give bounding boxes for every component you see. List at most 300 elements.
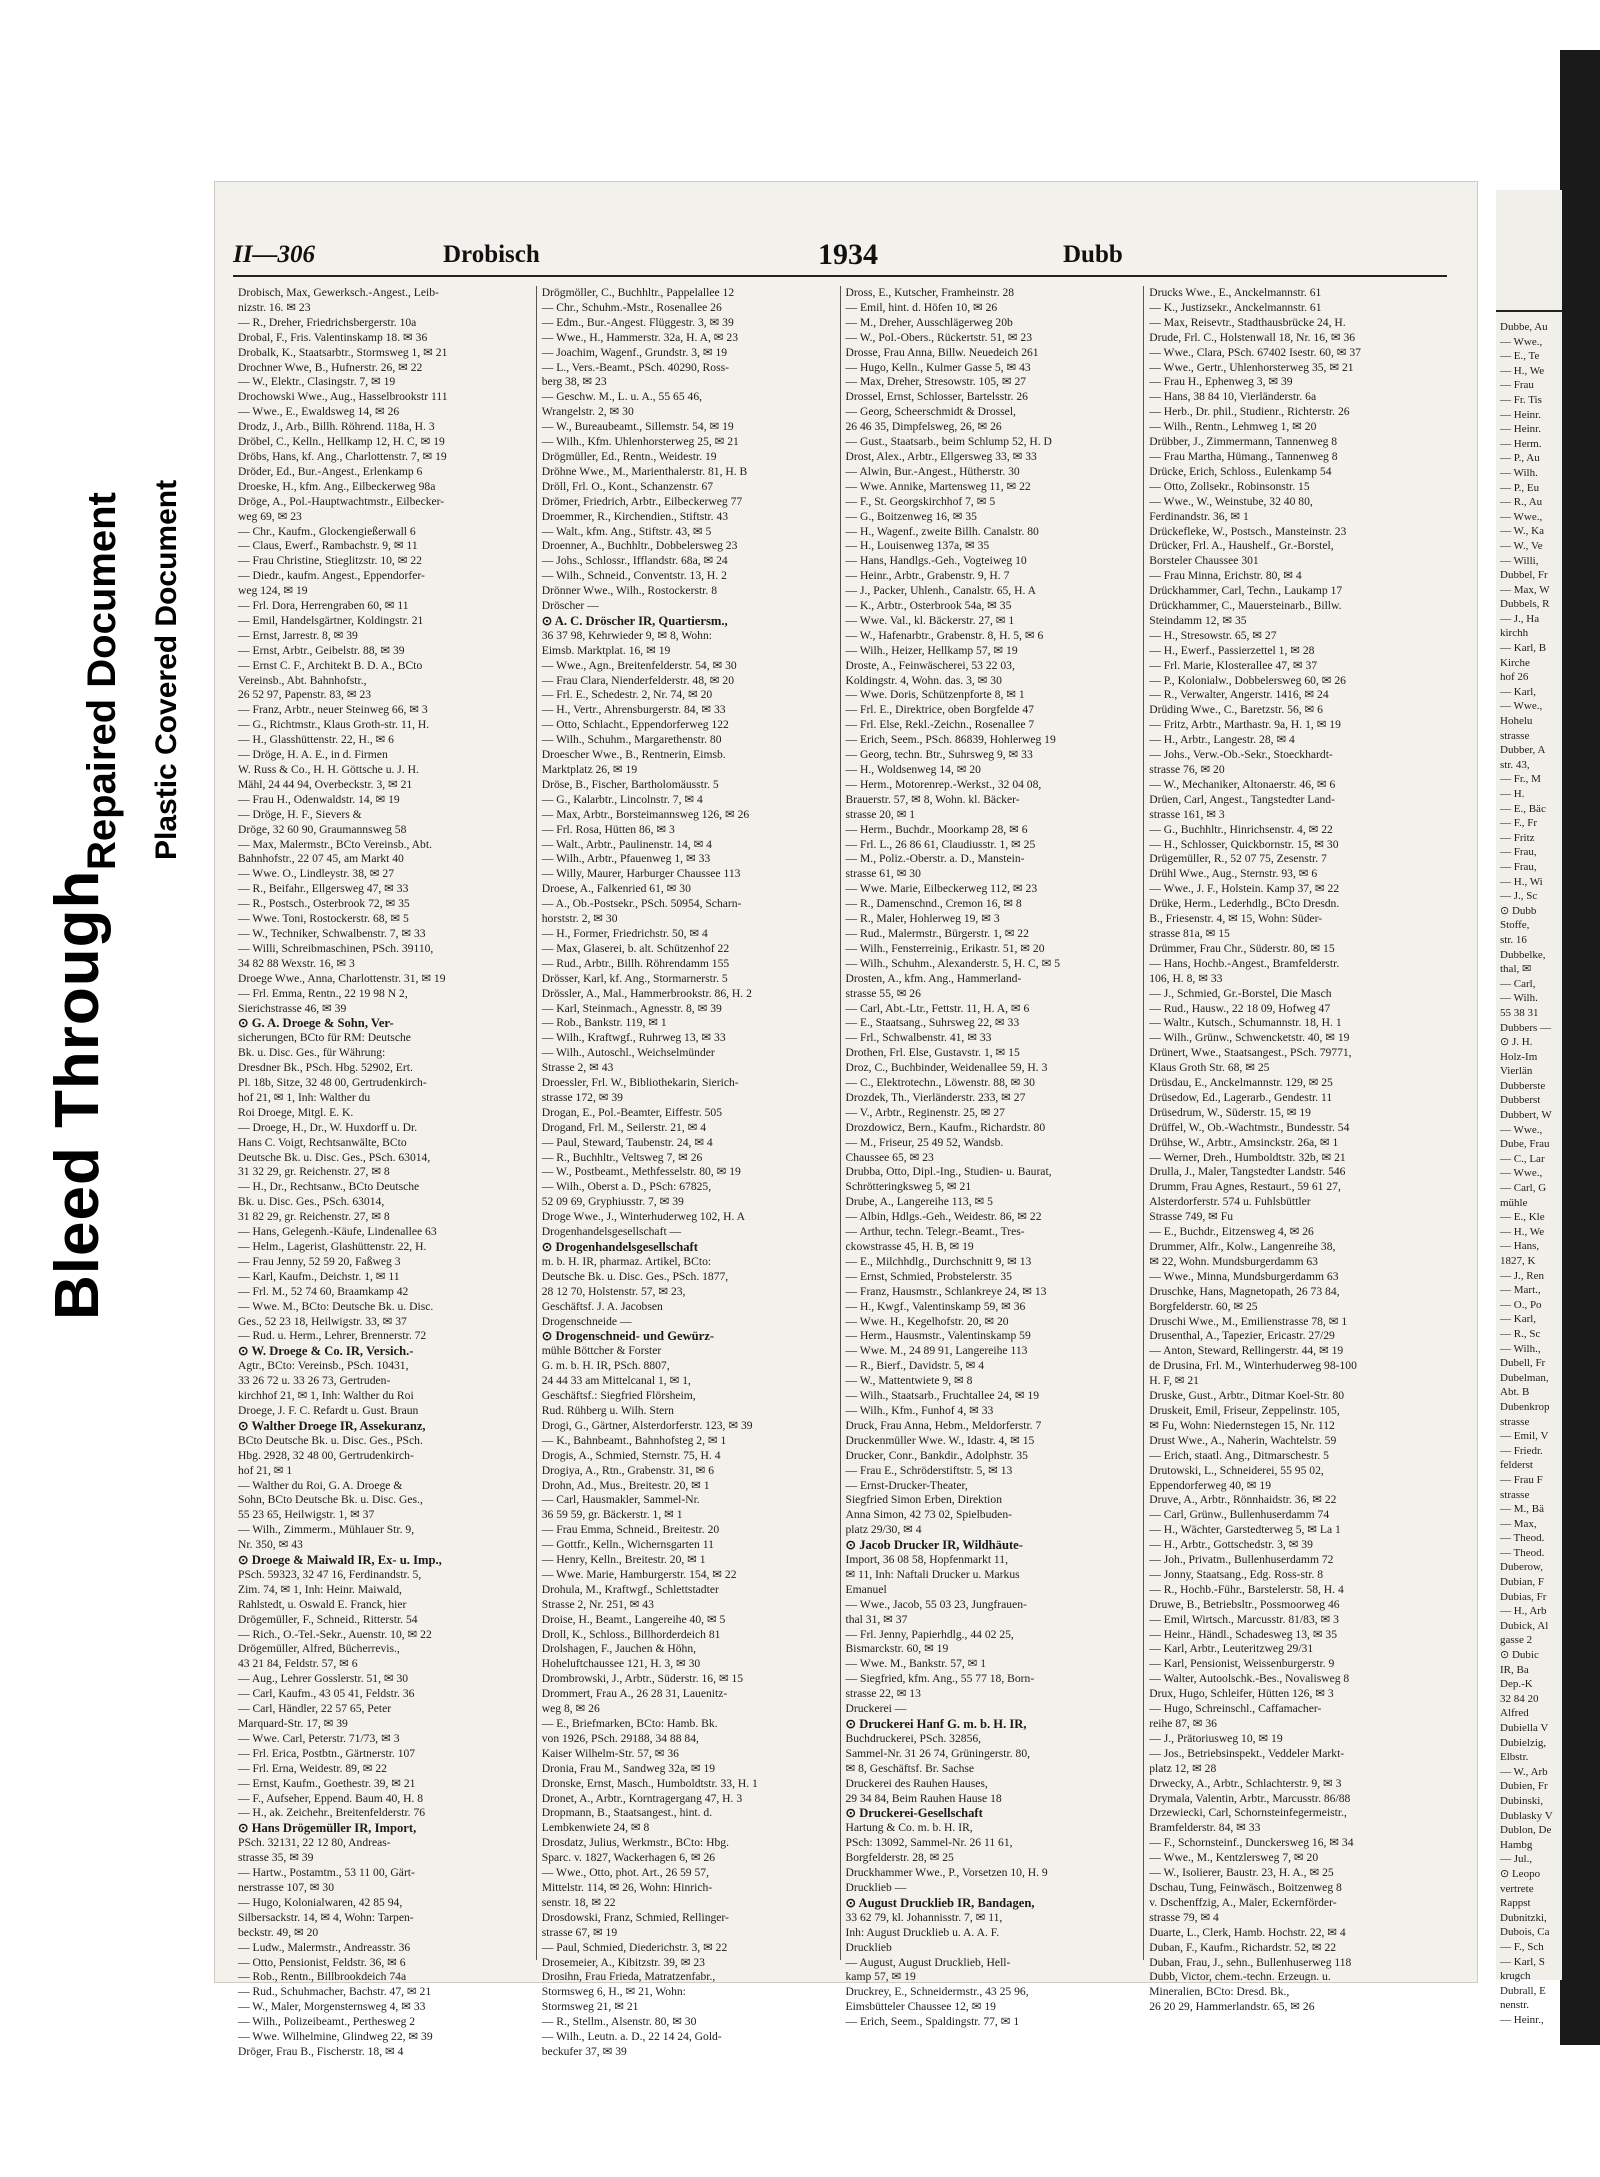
directory-entry: Drobal, F., Fris. Valentinskamp 18. ✉ 36 bbox=[238, 330, 428, 344]
directory-entry: Drosemeier, A., Kibitzstr. 39, ✉ 23 bbox=[541, 1955, 705, 1969]
directory-entry: — Paul, Steward, Taubenstr. 24, ✉ 4 bbox=[541, 1135, 713, 1149]
facing-entry: Vierlän bbox=[1500, 1065, 1533, 1078]
directory-entry: — August, August Drucklieb, Hell- bbox=[845, 1955, 1011, 1969]
facing-entry: Dubias, Fr bbox=[1500, 1590, 1547, 1603]
directory-entry: — H., Vertr., Ahrensburgerstr. 84, ✉ 33 bbox=[541, 703, 726, 717]
directory-entry: Ges., 52 23 18, Heilwigstr. 33, ✉ 37 bbox=[238, 1314, 407, 1328]
directory-column bbox=[537, 286, 841, 2058]
directory-entry: — Wwe. M., 24 89 91, Langereihe 113 bbox=[845, 1344, 1028, 1358]
directory-entry: Dröbel, C., Kelln., Hellkamp 12, H. C, ✉ 19 bbox=[238, 435, 445, 449]
directory-entry: Marktplatz 26, ✉ 19 bbox=[541, 763, 638, 776]
directory-entry: Drügemüller, R., 52 07 75, Zesenstr. 7 bbox=[1149, 852, 1327, 866]
directory-entry: — Arthur, techn. Telegr.-Beamt., Tres- bbox=[845, 1225, 1025, 1239]
directory-entry: strasse 76, ✉ 20 bbox=[1149, 763, 1225, 776]
directory-entry: Droege Wwe., Anna, Charlottenstr. 31, ✉ 19 bbox=[238, 971, 446, 985]
directory-entry: — Dröge, H. F., Sievers & bbox=[238, 807, 362, 821]
directory-entry: Drobalk, K., Staatsarbtr., Stormsweg 1, ✉ 21 bbox=[238, 345, 448, 359]
directory-entry: nerstrasse 107, ✉ 30 bbox=[238, 1880, 335, 1894]
directory-entry: ⊙ A. C. Dröscher IR, Quartiersm., bbox=[541, 613, 728, 628]
facing-entry: ⊙ Dubb bbox=[1500, 904, 1537, 917]
directory-entry: — C., Elektrotechn., Löwenstr. 88, ✉ 30 bbox=[845, 1076, 1035, 1090]
directory-entry: — Ernst, Arbtr., Geibelstr. 88, ✉ 39 bbox=[238, 643, 405, 657]
facing-entry: vertrete bbox=[1500, 1882, 1534, 1895]
facing-entry: — Wwe., bbox=[1500, 335, 1543, 348]
facing-entry: strasse bbox=[1500, 1415, 1530, 1428]
facing-entry: Kirche bbox=[1500, 656, 1530, 669]
directory-entry: Dröge, 32 60 90, Graumannsweg 58 bbox=[238, 822, 407, 836]
directory-entry: — R., Verwalter, Angerstr. 1416, ✉ 24 bbox=[1149, 688, 1329, 702]
directory-entry: — Rud., Schuhmacher, Bachstr. 47, ✉ 21 bbox=[238, 1985, 432, 1999]
directory-entry: ⊙ Drogenschneid- und Gewürz- bbox=[541, 1329, 715, 1344]
facing-entry: gasse 2 bbox=[1500, 1634, 1533, 1647]
directory-entry: — Franz, Arbtr., neuer Steinweg 66, ✉ 3 bbox=[238, 703, 428, 717]
facing-entry: — E., Kle bbox=[1500, 1211, 1545, 1224]
directory-entry: Sammel-Nr. 31 26 74, Grüningerstr. 80, bbox=[845, 1746, 1031, 1760]
directory-entry: — Jonny, Staatsang., Edg. Ross-str. 8 bbox=[1149, 1567, 1324, 1581]
directory-entry: Drögemüller, F., Schneid., Ritterstr. 54 bbox=[238, 1612, 418, 1626]
directory-entry: Drogiya, A., Rtn., Grabenstr. 31, ✉ 6 bbox=[541, 1463, 715, 1477]
directory-entry: Import, 36 08 58, Hopfenmarkt 11, bbox=[845, 1553, 1008, 1567]
directory-entry: strasse 161, ✉ 3 bbox=[1149, 807, 1225, 821]
directory-entry: Agtr., BCto: Vereinsb., PSch. 10431, bbox=[238, 1359, 409, 1373]
directory-entry: — Georg, techn. Btr., Suhrsweg 9, ✉ 33 bbox=[845, 748, 1033, 762]
directory-entry: — Walt., kfm. Ang., Stiftstr. 43, ✉ 5 bbox=[541, 524, 712, 538]
facing-entry: — Karl, S bbox=[1500, 1955, 1545, 1968]
directory-entry: strasse 81a, ✉ 15 bbox=[1149, 926, 1230, 940]
directory-entry: Dronia, Frau M., Sandweg 32a, ✉ 19 bbox=[541, 1761, 716, 1775]
directory-entry: — H., Ewerf., Passierzettel 1, ✉ 28 bbox=[1149, 643, 1315, 657]
directory-entry: — Max, Malermstr., BCto Vereinsb., Abt. bbox=[238, 837, 432, 851]
directory-entry: Druskeit, Emil, Friseur, Zeppelinstr. 105, bbox=[1149, 1403, 1340, 1417]
facing-entry: — Heinr. bbox=[1500, 423, 1541, 436]
directory-entry: Drosdatz, Julius, Werkmstr., BCto: Hbg. bbox=[541, 1836, 729, 1850]
directory-entry: senstr. 18, ✉ 22 bbox=[541, 1895, 616, 1909]
directory-entry: ⊙ Druckerei-Gesellschaft bbox=[845, 1806, 983, 1821]
directory-entry: Hbg. 2928, 32 48 00, Gertrudenkirch- bbox=[238, 1448, 414, 1462]
directory-entry: — Karl, Kaufm., Deichstr. 1, ✉ 11 bbox=[238, 1269, 400, 1283]
directory-entry: ⊙ G. A. Droege & Sohn, Ver- bbox=[238, 1016, 394, 1031]
directory-entry: Drogi, G., Gärtner, Alsterdorferstr. 123, ✉ 39 bbox=[541, 1418, 753, 1432]
directory-entry: Rahlstedt, u. Oswald E. Franck, hier bbox=[238, 1597, 407, 1611]
directory-entry: Druschke, Hans, Magnetopath, 26 73 84, bbox=[1149, 1284, 1340, 1298]
directory-entry: strasse 55, ✉ 26 bbox=[845, 986, 921, 1000]
directory-entry: Borgfelderstr. 60, ✉ 25 bbox=[1149, 1299, 1258, 1313]
directory-entry: — Wwe., Otto, phot. Art., 26 59 57, bbox=[541, 1866, 709, 1880]
directory-entry: Drummer, Alfr., Kolw., Langenreihe 38, bbox=[1149, 1240, 1336, 1253]
directory-entry: Vereinsb., Abt. Bahnhofstr., bbox=[238, 673, 367, 687]
directory-entry: strasse 35, ✉ 39 bbox=[238, 1851, 314, 1865]
directory-entry: — Willi, Schreibmaschinen, PSch. 39110, bbox=[238, 941, 434, 955]
directory-entry: Drost, Alex., Arbtr., Ellgersweg 33, ✉ 33 bbox=[845, 449, 1037, 463]
directory-entry: — Wwe., J. F., Holstein. Kamp 37, ✉ 22 bbox=[1149, 882, 1340, 896]
directory-entry: — F., St. Georgskirchhof 7, ✉ 5 bbox=[845, 494, 996, 508]
directory-entry: Pl. 18b, Sitze, 32 48 00, Gertrudenkirch- bbox=[238, 1076, 427, 1090]
directory-entry: strasse 67, ✉ 19 bbox=[541, 1925, 618, 1939]
directory-entry: Drube, A., Langereihe 113, ✉ 5 bbox=[845, 1195, 993, 1209]
directory-entry: Droll, K., Schloss., Billhorderdeich 81 bbox=[541, 1627, 721, 1641]
directory-entry: — Chr., Schuhm.-Mstr., Rosenallee 26 bbox=[541, 300, 722, 314]
directory-entry: G. m. b. H. IR, PSch. 8807, bbox=[541, 1359, 670, 1373]
directory-entry: weg 69, ✉ 23 bbox=[238, 509, 302, 523]
directory-entry: — Hartw., Postamtm., 53 11 00, Gärt- bbox=[238, 1866, 415, 1880]
directory-entry: Drögmüller, Ed., Rentn., Weidestr. 19 bbox=[541, 449, 717, 463]
directory-entry: Droise, H., Beamt., Langereihe 40, ✉ 5 bbox=[541, 1612, 726, 1626]
directory-entry: — G., Kalarbtr., Lincolnstr. 7, ✉ 4 bbox=[541, 792, 703, 806]
facing-entry: Dube, Frau bbox=[1500, 1138, 1550, 1151]
scan-edge-strip bbox=[1560, 50, 1600, 2045]
directory-entry: Drückefleke, W., Postsch., Mansteinstr. 23 bbox=[1149, 524, 1347, 538]
facing-entry: Dubelman, bbox=[1500, 1371, 1549, 1384]
directory-entry: Bramfelderstr. 84, ✉ 33 bbox=[1149, 1821, 1261, 1835]
facing-entry: — J., Sc bbox=[1500, 890, 1538, 903]
facing-entry: Rappst bbox=[1500, 1897, 1531, 1910]
directory-entry: Dschau, Tung, Feinwäsch., Boitzenweg 8 bbox=[1149, 1880, 1342, 1894]
directory-entry: — H., Former, Friedrichstr. 50, ✉ 4 bbox=[541, 926, 708, 940]
directory-entry: sicherungen, BCto für RM: Deutsche bbox=[238, 1031, 411, 1045]
directory-entry: — Frl. Rosa, Hütten 86, ✉ 3 bbox=[541, 822, 675, 836]
directory-entry: Bk. u. Disc. Ges., für Währung: bbox=[238, 1046, 386, 1060]
directory-entry: — Hans, Gelegenh.-Käufe, Lindenallee 63 bbox=[238, 1225, 437, 1239]
directory-entry: — Waltr., Kutsch., Schumannstr. 18, H. 1 bbox=[1149, 1016, 1342, 1030]
facing-page-edge bbox=[1496, 190, 1562, 2026]
directory-entry: — Wilh., Schuhm., Alexanderstr. 5, H. C, ✉ 5 bbox=[845, 956, 1060, 970]
directory-entry: Druckrey, E., Schneidermstr., 43 25 96, bbox=[845, 1985, 1029, 1999]
directory-entry: — Ernst-Drucker-Theater, bbox=[845, 1478, 968, 1492]
directory-entry: — G., Buchhltr., Hinrichsenstr. 4, ✉ 22 bbox=[1149, 822, 1333, 836]
directory-entry: H. F, ✉ 21 bbox=[1149, 1374, 1199, 1388]
facing-entry: — E., Bäc bbox=[1500, 802, 1546, 815]
directory-entry: — Carl, Hausmakler, Sammel-Nr. bbox=[541, 1493, 700, 1507]
directory-entry: Drückhammer, Carl, Techn., Laukamp 17 bbox=[1149, 584, 1343, 598]
directory-entry: Drymala, Valentin, Arbtr., Marcusstr. 86/88 bbox=[1149, 1791, 1351, 1805]
directory-entry: — A., Ob.-Postsekr., PSch. 50954, Scharn- bbox=[541, 897, 742, 911]
directory-entry: Drucklieb — bbox=[845, 1880, 907, 1894]
directory-entry: BCto Deutsche Bk. u. Disc. Ges., PSch. bbox=[238, 1433, 423, 1447]
directory-entry: 24 44 33 am Mittelcanal 1, ✉ 1, bbox=[541, 1374, 691, 1388]
directory-entry: — Frau Martha, Hümang., Tannenweg 8 bbox=[1149, 449, 1338, 463]
directory-entry: ckowstrasse 45, H. B, ✉ 19 bbox=[845, 1240, 974, 1253]
directory-entry: 31 32 29, gr. Reichenstr. 27, ✉ 8 bbox=[238, 1165, 390, 1179]
directory-entry: — Gottfr., Kelln., Wichernsgarten 11 bbox=[541, 1538, 714, 1552]
facing-entry: — Frau, bbox=[1500, 846, 1537, 859]
directory-entry: — Frl. Jenny, Papierhdlg., 44 02 25, bbox=[845, 1627, 1014, 1641]
directory-entry: Alsterdorferstr. 574 u. Fuhlsbüttler bbox=[1149, 1195, 1311, 1209]
directory-entry: Druckhammer Wwe., P., Vorsetzen 10, H. 9 bbox=[845, 1866, 1048, 1880]
facing-entry: 1827, K bbox=[1500, 1255, 1536, 1267]
directory-entry: PSch. 32131, 22 12 80, Andreas- bbox=[238, 1836, 391, 1850]
directory-entry: — Frl. M., 52 74 60, Braamkamp 42 bbox=[238, 1284, 409, 1298]
directory-entry: Eppendorferweg 40, ✉ 19 bbox=[1149, 1478, 1272, 1492]
facing-entry: Dubielzig, bbox=[1500, 1736, 1547, 1749]
directory-entry: — Rud., Arbtr., Billh. Röhrendamm 155 bbox=[541, 956, 730, 970]
directory-entry: — Heinr., Händl., Schadesweg 13, ✉ 35 bbox=[1149, 1627, 1338, 1641]
directory-entry: — Erich, Seem., PSch. 86839, Hohlerweg 19 bbox=[845, 733, 1056, 747]
facing-entry: — Karl, bbox=[1500, 1313, 1537, 1326]
facing-entry: — Fr. Tis bbox=[1500, 393, 1542, 406]
directory-entry: — Karl, Pensionist, Weissenburgerstr. 9 bbox=[1149, 1657, 1335, 1671]
directory-entry: — Frau Christine, Stieglitzstr. 10, ✉ 22 bbox=[238, 554, 422, 568]
facing-entry: — Fritz bbox=[1500, 831, 1535, 844]
directory-entry: ✉ Fu, Wohn: Niedernstegen 15, Nr. 112 bbox=[1149, 1418, 1335, 1432]
facing-entry: — Fr., M bbox=[1500, 773, 1541, 786]
directory-entry: — Frl. Else, Rekl.-Zeichn., Rosenallee 7 bbox=[845, 718, 1035, 732]
directory-entry: Mittelstr. 114, ✉ 26, Wohn: Hinrich- bbox=[541, 1880, 713, 1894]
repaired-document-stamp: Repaired Document bbox=[80, 492, 124, 870]
directory-entry: — Herb., Dr. phil., Studienr., Richterstr. 26 bbox=[1149, 405, 1350, 419]
header-divider bbox=[233, 275, 1447, 277]
directory-entry: — R., Bierf., Davidstr. 5, ✉ 4 bbox=[845, 1359, 985, 1373]
facing-header-divider bbox=[1496, 310, 1562, 312]
directory-entry: — Wilh., Leutn. a. D., 22 14 24, Gold- bbox=[541, 2030, 722, 2044]
directory-entry: Drutowski, L., Schneiderei, 55 95 02, bbox=[1149, 1463, 1324, 1477]
directory-entry: — H., Wagenf., zweite Billh. Canalstr. 80 bbox=[845, 524, 1039, 538]
directory-entry: 26 52 97, Papenstr. 83, ✉ 23 bbox=[238, 688, 372, 702]
facing-entry: — Carl, bbox=[1500, 977, 1536, 990]
directory-entry: Druckerei des Rauhen Hauses, bbox=[845, 1776, 988, 1790]
directory-entry: Chaussee 65, ✉ 23 bbox=[845, 1150, 934, 1164]
facing-entry: — Karl, bbox=[1500, 685, 1537, 698]
directory-entry: — Franz, Hausmstr., Schlankreye 24, ✉ 13 bbox=[845, 1284, 1047, 1298]
facing-entry: — W., Ka bbox=[1500, 525, 1544, 538]
directory-entry: — Max, Arbtr., Borsteimannsweg 126, ✉ 26 bbox=[541, 807, 750, 821]
directory-entry: Drude, Frl. C., Holstenwall 18, Nr. 16, ✉ 36 bbox=[1149, 330, 1356, 344]
directory-entry: Drogand, Frl. M., Seilerstr. 21, ✉ 4 bbox=[541, 1120, 707, 1134]
facing-entry: Dubberst bbox=[1500, 1094, 1541, 1107]
directory-entry: — E., Staatsang., Suhrsweg 22, ✉ 33 bbox=[845, 1016, 1020, 1030]
directory-entry: Drzewiecki, Carl, Schornsteinfegermeistr., bbox=[1149, 1806, 1347, 1820]
facing-entry: — Mart., bbox=[1500, 1284, 1541, 1297]
facing-entry: ⊙ Leopo bbox=[1500, 1867, 1541, 1880]
directory-entry: — F., Schornsteinf., Dunckersweg 16, ✉ 34 bbox=[1149, 1836, 1354, 1850]
directory-entry: — Max, Glaserei, b. alt. Schützenhof 22 bbox=[541, 941, 730, 955]
directory-entry: — V., Arbtr., Reginenstr. 25, ✉ 27 bbox=[845, 1105, 1005, 1119]
directory-entry: — E., Milchhdlg., Durchschnitt 9, ✉ 13 bbox=[845, 1254, 1032, 1268]
directory-entry: — Wwe. Toni, Rostockerstr. 68, ✉ 5 bbox=[238, 912, 409, 926]
facing-entry: Dubbert, W bbox=[1500, 1109, 1552, 1122]
facing-entry: nenstr. bbox=[1500, 1999, 1530, 2012]
directory-entry: — Alwin, Bur.-Angest., Hütherstr. 30 bbox=[845, 464, 1020, 478]
directory-entry: Bismarckstr. 60, ✉ 19 bbox=[845, 1642, 949, 1656]
directory-entry: Bahnhofstr., 22 07 45, am Markt 40 bbox=[238, 852, 404, 866]
directory-entry: Deutsche Bk. u. Disc. Ges., PSch. 63014, bbox=[238, 1150, 431, 1164]
directory-entry: — H., Arbtr., Gottschedstr. 3, ✉ 39 bbox=[1149, 1538, 1313, 1552]
directory-entry: Zim. 74, ✉ 1, Inh: Heinr. Maiwald, bbox=[238, 1582, 402, 1596]
facing-entry: Dublon, De bbox=[1500, 1824, 1552, 1837]
directory-entry: — Willy, Maurer, Harburger Chaussee 113 bbox=[541, 867, 741, 881]
directory-entry: — Carl, Grünw., Bullenhuserdamm 74 bbox=[1149, 1508, 1330, 1522]
directory-entry: Drosdowski, Franz, Schmied, Rellinger- bbox=[541, 1910, 729, 1924]
directory-entry: — W., Maler, Morgensternsweg 4, ✉ 33 bbox=[238, 2000, 426, 2014]
facing-entry: — M., Bä bbox=[1500, 1503, 1544, 1516]
facing-entry: mühle bbox=[1500, 1196, 1528, 1209]
directory-entry: reihe 87, ✉ 36 bbox=[1149, 1717, 1217, 1730]
facing-entry: — R., Au bbox=[1500, 496, 1543, 509]
directory-entry: Drochner Wwe, B., Hufnerstr. 26, ✉ 22 bbox=[238, 360, 423, 374]
directory-entry: — Henry, Kelln., Breitestr. 20, ✉ 1 bbox=[541, 1553, 706, 1567]
scan-border-top bbox=[0, 0, 1600, 48]
facing-entry: Dubrall, E bbox=[1500, 1984, 1546, 1997]
facing-entry: Hohelu bbox=[1500, 715, 1533, 728]
facing-entry: thal, ✉ bbox=[1500, 963, 1532, 976]
directory-entry: — L., Vers.-Beamt., PSch. 40290, Ross- bbox=[541, 360, 729, 374]
directory-entry: 31 82 29, gr. Reichenstr. 27, ✉ 8 bbox=[238, 1210, 390, 1224]
directory-entry: Dröscher — bbox=[541, 599, 599, 613]
directory-entry: — P., Kolonialw., Dobbelersweg 60, ✉ 26 bbox=[1149, 673, 1346, 687]
directory-entry: Eimsbütteler Chaussee 12, ✉ 19 bbox=[845, 2000, 996, 2014]
facing-entry: — C., Lar bbox=[1500, 1152, 1545, 1165]
directory-columns bbox=[233, 286, 1447, 2058]
directory-entry: Droz, C., Buchbinder, Weidenallee 59, H. 3 bbox=[845, 1061, 1048, 1075]
directory-entry: — W., Bureaubeamt., Sillemstr. 54, ✉ 19 bbox=[541, 420, 734, 434]
directory-entry: — H., Glasshüttenstr. 22, H., ✉ 6 bbox=[238, 733, 394, 747]
directory-entry: — Wilh., Polizeibeamt., Perthesweg 2 bbox=[238, 2015, 416, 2029]
facing-entry: strasse bbox=[1500, 1488, 1530, 1501]
directory-entry: ✉ 22, Wohn. Mundsburgerdamm 63 bbox=[1149, 1254, 1318, 1268]
directory-column bbox=[841, 286, 1145, 2029]
directory-entry: — Frl. E., Schedestr. 2, Nr. 74, ✉ 20 bbox=[541, 688, 713, 702]
directory-entry: Dröder, Ed., Bur.-Angest., Erlenkamp 6 bbox=[238, 464, 423, 478]
directory-entry: Dröbs, Hans, kf. Ang., Charlottenstr. 7, ✉ 19 bbox=[238, 449, 447, 463]
directory-entry: — Frl. L., 26 86 61, Claudiusstr. 1, ✉ 25 bbox=[845, 837, 1036, 851]
directory-entry: — Ludw., Malermstr., Andreasstr. 36 bbox=[238, 1940, 411, 1954]
directory-entry: Druschi Wwe., M., Emilienstrasse 78, ✉ 1 bbox=[1149, 1314, 1348, 1328]
directory-entry: — Otto, Zollsekr., Robinsonstr. 15 bbox=[1149, 479, 1310, 493]
facing-entry: — Frau bbox=[1500, 379, 1534, 392]
directory-entry: — Wwe. Val., kl. Bäckerstr. 27, ✉ 1 bbox=[845, 613, 1015, 627]
facing-entry: — W., Ve bbox=[1500, 539, 1543, 552]
directory-entry: — Frl. Marie, Klosterallee 47, ✉ 37 bbox=[1149, 658, 1318, 672]
directory-entry: — H., Wächter, Garstedterweg 5, ✉ La 1 bbox=[1149, 1523, 1341, 1537]
directory-entry: — H., ak. Zeichehr., Breitenfelderstr. 76 bbox=[238, 1806, 426, 1820]
directory-entry: Eimsb. Marktplat. 16, ✉ 19 bbox=[541, 643, 671, 657]
directory-entry: — Werner, Dreh., Humboldtstr. 32b, ✉ 21 bbox=[1149, 1150, 1346, 1164]
directory-entry: Drüffel, W., Ob.-Wachtmstr., Bundesstr. 54 bbox=[1149, 1120, 1350, 1134]
directory-entry: — G., Richtmstr., Klaus Groth-str. 11, H. bbox=[238, 718, 430, 732]
directory-entry: Klaus Groth Str. 68, ✉ 25 bbox=[1149, 1061, 1270, 1075]
directory-entry: — R., Beifahr., Ellgersweg 47, ✉ 33 bbox=[238, 882, 409, 896]
directory-entry: Drühse, W., Arbtr., Amsinckstr. 26a, ✉ 1 bbox=[1149, 1135, 1339, 1149]
directory-entry: — W., Techniker, Schwalbenstr. 7, ✉ 33 bbox=[238, 926, 426, 940]
directory-entry: — Ernst C. F., Architekt B. D. A., BCto bbox=[238, 658, 423, 672]
directory-entry: — Frau Jenny, 52 59 20, Faßweg 3 bbox=[238, 1254, 401, 1268]
directory-entry: Drosse, Frau Anna, Billw. Neuedeich 261 bbox=[845, 345, 1039, 359]
directory-entry: — R., Postsch., Osterbrook 72, ✉ 35 bbox=[238, 897, 410, 911]
directory-entry: Roi Droege, Mitgl. E. K. bbox=[238, 1105, 354, 1119]
directory-entry: Drösser, Karl, kf. Ang., Stormarnerstr. 5 bbox=[541, 971, 728, 985]
directory-entry: Drux, Hugo, Schleifer, Hütten 126, ✉ 3 bbox=[1149, 1687, 1334, 1701]
facing-entry: Dep.-K bbox=[1500, 1678, 1533, 1691]
directory-entry: — Wwe., E., Ewaldsweg 14, ✉ 26 bbox=[238, 405, 400, 419]
directory-entry: Dubb, Victor, chem.-techn. Erzeugn. u. bbox=[1149, 1970, 1331, 1984]
directory-entry: — H., Kwgf., Valentinskamp 59, ✉ 36 bbox=[845, 1299, 1026, 1313]
directory-entry: Dresdner Bk., PSch. Hbg. 52902, Ert. bbox=[238, 1061, 413, 1075]
directory-entry: thal 31, ✉ 37 bbox=[845, 1612, 908, 1626]
directory-entry: — J., Prätoriusweg 10, ✉ 19 bbox=[1149, 1731, 1283, 1745]
directory-entry: Drübber, J., Zimmermann, Tannenweg 8 bbox=[1149, 435, 1338, 449]
facing-entry: — Herm. bbox=[1500, 437, 1542, 450]
facing-entry: Dubian, F bbox=[1500, 1576, 1544, 1589]
directory-entry: Drodz, J., Arb., Billh. Röhrend. 118a, H. 3 bbox=[238, 420, 435, 434]
header-year: 1934 bbox=[818, 238, 878, 271]
directory-entry: Brauerstr. 57, ✉ 8, Wohn. kl. Bäcker- bbox=[845, 792, 1020, 806]
directory-entry: Dröhne Wwe., M., Marienthalerstr. 81, H. B bbox=[541, 464, 748, 478]
directory-entry: — Frl., Schwalbenstr. 41, ✉ 33 bbox=[845, 1031, 992, 1045]
directory-entry: Drüding Wwe., C., Baretzstr. 56, ✉ 6 bbox=[1149, 703, 1323, 717]
directory-entry: Drünert, Wwe., Staatsangest., PSch. 79771, bbox=[1149, 1046, 1352, 1060]
directory-entry: ⊙ August Drucklieb IR, Bandagen, bbox=[845, 1895, 1035, 1910]
directory-entry: — Max, Reisevtr., Stadthausbrücke 24, H. bbox=[1149, 315, 1346, 329]
directory-entry: — Wwe., Clara, PSch. 67402 Isestr. 60, ✉ 37 bbox=[1149, 345, 1361, 359]
facing-entry: IR, Ba bbox=[1500, 1663, 1529, 1676]
directory-entry: ⊙ Walther Droege IR, Assekuranz, bbox=[238, 1418, 426, 1433]
facing-entry: 55 38 31 bbox=[1500, 1006, 1539, 1019]
directory-entry: Kaiser Wilhelm-Str. 57, ✉ 36 bbox=[541, 1746, 679, 1760]
directory-entry: — Frl. Emma, Rentn., 22 19 98 N 2, bbox=[238, 986, 408, 1000]
directory-entry: — M., Dreher, Ausschlägerweg 20b bbox=[845, 315, 1013, 329]
directory-entry: PSch. 59323, 32 47 16, Ferdinandstr. 5, bbox=[238, 1567, 422, 1581]
scan-border-bottom bbox=[0, 2048, 1600, 2177]
directory-column bbox=[233, 286, 537, 2058]
facing-entry: felderst bbox=[1500, 1459, 1533, 1472]
directory-entry: — M., Poliz.-Oberstr. a. D., Manstein- bbox=[845, 852, 1025, 866]
directory-entry: Strasse 2, Nr. 251, ✉ 43 bbox=[541, 1597, 654, 1611]
directory-entry: — W., Postbeamt., Methfesselstr. 80, ✉ 19 bbox=[541, 1165, 741, 1179]
directory-entry: — E., Buchdr., Eitzensweg 4, ✉ 26 bbox=[1149, 1225, 1314, 1239]
directory-entry: — Wwe. Annike, Martensweg 11, ✉ 22 bbox=[845, 479, 1031, 493]
directory-entry: — Wwe., M., Kentzlersweg 7, ✉ 20 bbox=[1149, 1851, 1319, 1865]
directory-entry: Sierichstrasse 46, ✉ 39 bbox=[238, 1001, 347, 1015]
directory-entry: Druck, Frau Anna, Hebm., Meldorferstr. 7 bbox=[845, 1418, 1042, 1432]
directory-entry: — Wwe. Carl, Peterstr. 71/73, ✉ 3 bbox=[238, 1731, 400, 1745]
directory-entry: — Edm., Bur.-Angest. Flüggestr. 3, ✉ 39 bbox=[541, 315, 734, 329]
directory-entry: — Emil, Wirtsch., Marcusstr. 81/83, ✉ 3 bbox=[1149, 1612, 1339, 1626]
directory-entry: — Wwe., Jacob, 55 03 23, Jungfrauen- bbox=[845, 1597, 1027, 1611]
directory-entry: Drossel, Ernst, Schlosser, Bartelsstr. 26 bbox=[845, 390, 1028, 404]
facing-entry: Dubien, Fr bbox=[1500, 1780, 1548, 1793]
directory-entry: 52 09 69, Gryphiusstr. 7, ✉ 39 bbox=[541, 1195, 684, 1209]
directory-entry: Sparc. v. 1827, Wackerhagen 6, ✉ 26 bbox=[541, 1851, 716, 1865]
directory-entry: Hartung & Co. m. b. H. IR, bbox=[845, 1821, 973, 1835]
directory-entry: Sohn, BCto Deutsche Bk. u. Disc. Ges., bbox=[238, 1493, 423, 1507]
facing-entry: — E., Te bbox=[1500, 350, 1540, 363]
directory-entry: — Erich, staatl. Ang., Ditmarschestr. 5 bbox=[1149, 1448, 1329, 1462]
facing-entry: — Max, bbox=[1500, 1517, 1537, 1530]
facing-entry: kirchh bbox=[1500, 627, 1529, 640]
directory-entry: — Wilh., Staatsarb., Fruchtallee 24, ✉ 19 bbox=[845, 1389, 1040, 1403]
directory-entry: — Frau Emma, Schneid., Breitestr. 20 bbox=[541, 1523, 720, 1537]
directory-entry: — Frl. E., Direktrice, oben Borgfelde 47 bbox=[845, 703, 1034, 717]
directory-entry: 36 37 98, Kehrwieder 9, ✉ 8, Wohn: bbox=[541, 628, 712, 642]
directory-entry: strasse 61, ✉ 30 bbox=[845, 867, 921, 881]
directory-entry: — Chr., Kaufm., Glockengießerwall 6 bbox=[238, 524, 416, 538]
directory-entry: Drüsdau, E., Anckelmannstr. 129, ✉ 25 bbox=[1149, 1076, 1333, 1090]
directory-entry: — Jos., Betriebsinspekt., Veddeler Markt- bbox=[1149, 1746, 1345, 1760]
directory-entry: Siegfried Simon Erben, Direktion bbox=[845, 1493, 1002, 1507]
directory-entry: Stormsweg 6, H., ✉ 21, Wohn: bbox=[541, 1985, 686, 1999]
directory-entry: — K., Bahnbeamt., Bahnhofsteg 2, ✉ 1 bbox=[541, 1433, 727, 1447]
directory-entry: — Siegfried, kfm. Ang., 55 77 18, Born- bbox=[845, 1672, 1035, 1686]
facing-entry: — Wwe., bbox=[1500, 510, 1543, 523]
directory-entry: Drozdowicz, Bern., Kaufm., Richardstr. 80 bbox=[845, 1120, 1046, 1134]
directory-entry: — Johs., Schlossr., Ifflandstr. 68a, ✉ 24 bbox=[541, 554, 728, 568]
directory-entry: — Gust., Staatsarb., beim Schlump 52, H. D bbox=[845, 435, 1052, 449]
facing-entry: — F., Fr bbox=[1500, 817, 1538, 830]
facing-entry: — P., Au bbox=[1500, 452, 1540, 465]
directory-entry: Drucklieb bbox=[845, 1940, 892, 1954]
facing-entry: — Wwe., bbox=[1500, 1167, 1543, 1180]
directory-entry: — R., Damenschnd., Cremon 16, ✉ 8 bbox=[845, 897, 1022, 911]
page-header bbox=[233, 238, 1447, 272]
